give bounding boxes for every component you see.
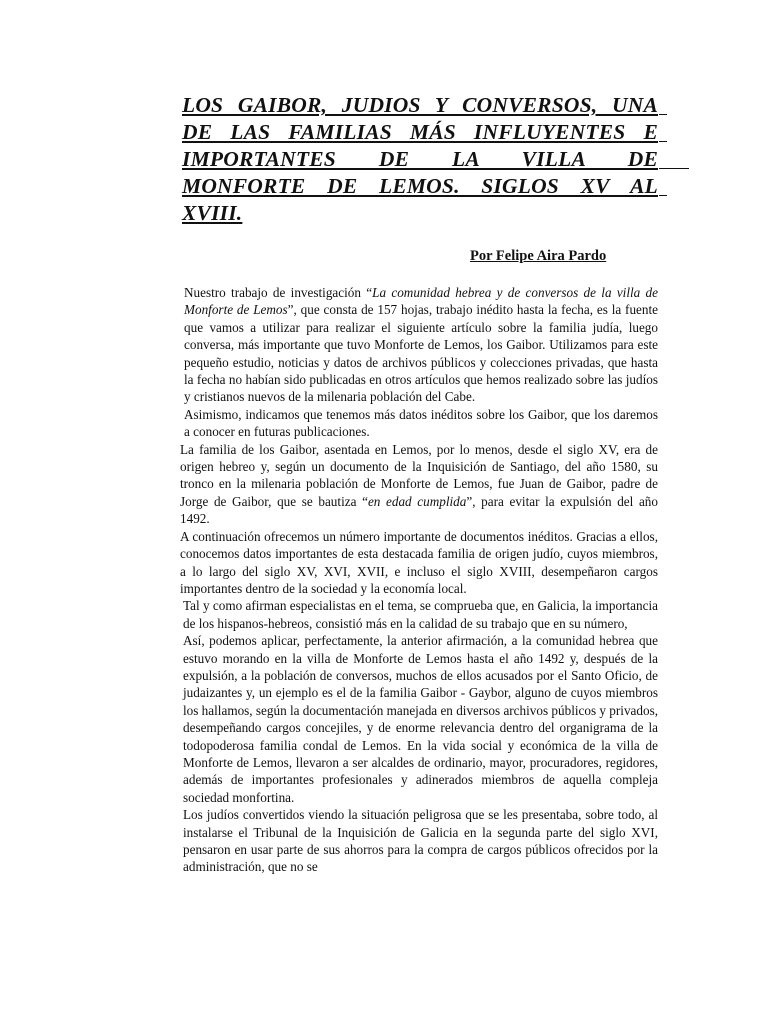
- paragraph-text: Nuestro trabajo de investigación “: [184, 285, 373, 300]
- body-paragraph: Los judíos convertidos viendo la situación peligrosa que se les presentaba, sobre todo, al instalarse el Tribunal de la Inquisición de Galicia en la segunda parte del siglo XVI, pensaron en usar parte de sus ahorros para la compra de cargos públicos ofrecidos por la administración, que no se: [183, 807, 658, 875]
- author-byline: Por Felipe Aira Pardo: [470, 248, 607, 264]
- body-paragraph: Asimismo, indicamos que tenemos más datos inéditos sobre los Gaibor, que los daremos a conocer en futuras publicaciones.: [184, 406, 658, 440]
- title-line: XVIII.: [182, 201, 243, 225]
- title-underline-extension: [659, 168, 689, 169]
- title-underline-extension: [659, 114, 667, 115]
- body-paragraph: A continuación ofrecemos un número importante de documentos inéditos. Gracias a ellos, conocemos datos importantes de esta destacada familia de origen judío, cuyos miembros, a lo largo del siglo XV, XVI, XVII, e incluso el siglo XVIII, desempeñaron cargos importantes dentro de la sociedad y la economía local.: [180, 528, 658, 596]
- body-paragraph: [180, 284, 658, 406]
- body-paragraph: Así, podemos aplicar, perfectamente, la anterior afirmación, a la comunidad hebrea que estuvo morando en la villa de Monforte de Lemos hasta el año 1492 y, después de la expulsión, a la población de conversos, muchos de ellos acusados por el Santo Oficio, de judaizantes y, un ejemplo es el de la familia Gaibor - Gaybor, alguno de cuyos miembros los hallamos, según la documentación manejada en diversos archivos públicos y privados, desempeñando cargos concejiles, y de enorme relevancia dentro del organigrama de la todopoderosa familia condal de Lemos. En la vida social y económica de la villa de Monforte de Lemos, llevaron a ser alcaldes de ordinario, mayor, procuradores, regidores, además de importantes profesionales y adinerados miembros de aquella compleja sociedad monfortina.: [183, 633, 659, 805]
- paragraph-text: La familia de los Gaibor, asentada en Lemos, por lo menos, desde el siglo XV, era de origen hebreo y, según un documento de la Inquisición de Santiago, del año 1580, su tronco en la milenaria población de Monforte de Lemos, fue Juan de Gaibor, padre de Jorge de Gaibor, que se bautiza “: [180, 441, 658, 509]
- italic-text: La comunidad hebrea y de conversos de la villa de Monforte de Lemos: [184, 285, 659, 318]
- article-title: [182, 92, 658, 227]
- italic-text: en edad cumplida: [367, 493, 467, 509]
- paragraph-text: ”, que consta de 157 hojas, trabajo inédito hasta la fecha, es la fuente que vamos a utilizar para realizar el siguiente artículo sobre la familia judía, luego conversa, más importante que tuvo Monforte de Lemos, los Gaibor. Utilizamos para este pequeño estudio, noticias y datos de archivos públicos y colecciones privadas, que hasta la fecha no habían sido publicadas en otros artículos que hemos realizado sobre las judíos y cristianos nuevos de la milenaria población del Cabe.: [184, 302, 659, 405]
- title-line: IMPORTANTES DE LA VILLA DE: [182, 147, 658, 171]
- title-underline-extension: [659, 195, 667, 196]
- title-line: LOS GAIBOR, JUDIOS Y CONVERSOS, UNA: [182, 93, 658, 117]
- body-paragraph: [180, 441, 658, 528]
- paragraph-text: ”, para evitar la expulsión del año 1492.: [180, 493, 658, 527]
- title-line: MONFORTE DE LEMOS. SIGLOS XV AL: [182, 174, 658, 198]
- title-line: DE LAS FAMILIAS MÁS INFLUYENTES E: [182, 120, 658, 144]
- article-body: [180, 284, 658, 876]
- title-underline-extension: [659, 141, 667, 142]
- body-paragraph: Tal y como afirman especialistas en el tema, se comprueba que, en Galicia, la importancia de los hispanos-hebreos, consistió más en la calidad de su trabajo que en su número,: [183, 598, 658, 631]
